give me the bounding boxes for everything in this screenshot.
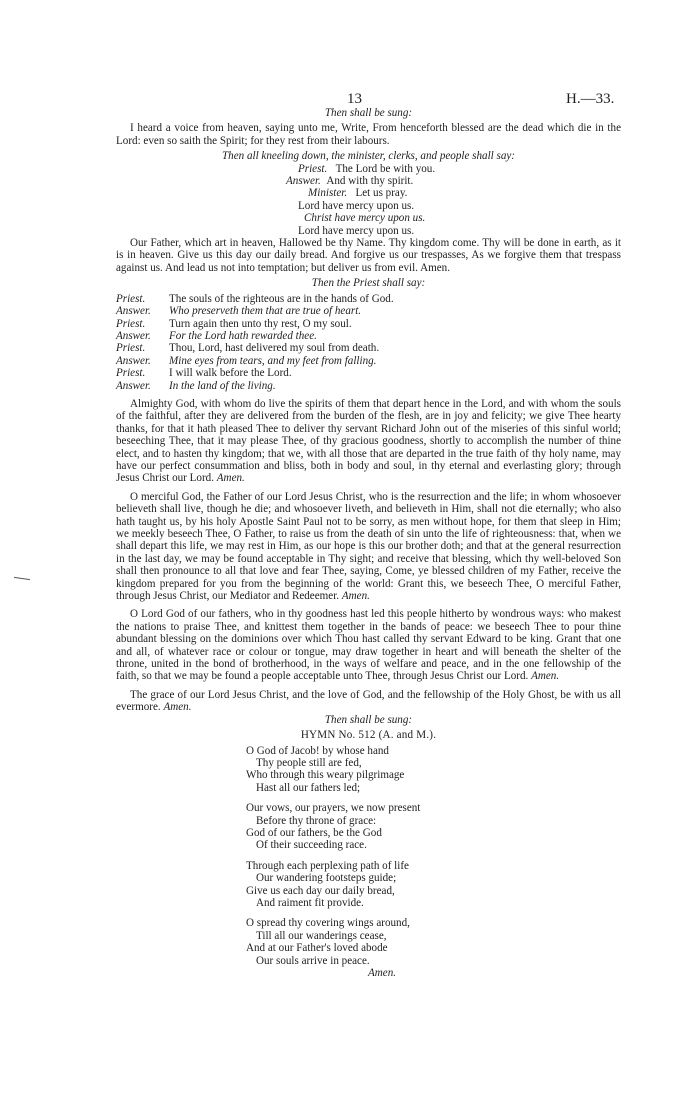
hymn-text: [246, 745, 621, 968]
page-body: [116, 107, 621, 979]
rubric-then-sung: Then shall be sung:: [324, 107, 413, 119]
the-grace: The grace of our Lord Jesus Christ, and the love of God, and the fellowship of the Holy Ghost, be with us all evermore. Amen.: [116, 688, 621, 714]
margin-mark: [14, 577, 30, 580]
amen: Amen.: [531, 670, 560, 683]
hymn-stanza: Our vows, our prayers, we now present Before thy throne of grace: God of our fathers, be the God Of their succeeding race.: [246, 802, 421, 852]
collect-almighty-god: Almighty God, with whom do live the spirits of them that depart hence in the Lord, and with whom the souls of the faithful, after they are delivered from the burden of the flesh, are in joy and felicity; we give Thee hearty thanks, for that it hath pleased Thee to deliver thy servant Richard John out of the miseries of this sinful world; beseeching Thee, that it may please Thee, of thy gracious goodness, shortly to accomplish the number of thine elect, and to hasten thy kingdom; that we, with all those that are departed in the true faith of thy holy name, may have our perfect consummation and bliss, both in body and soul, in thy eternal and everlasting glory; through Jesus Christ our Lord. Amen.: [116, 397, 621, 485]
collect-merciful-god: O merciful God, the Father of our Lord Jesus Christ, who is the resurrection and the life; in whom whosoever believeth shall live, though he die; and whosoever liveth, and believeth in Him, shall not die eternally; who also hath taught us, by his holy Apostle Saint Paul not to be sorry, as men without hope, for them that sleep in Him; we meekly beseech Thee, O Father, to raise us from the death of sin unto the life of righteousness: that, when we shall depart this life, we may rest in Him, as our hope is this our brother doth; and that at the general resurrection in the last day, we may be found acceptable in Thy sight; and receive that blessing, which thy well-beloved Son shall then pronounce to all that love and fear Thee, saying, Come, ye blessed children of my Father, receive the kingdom prepared for you from the beginning of the world: Grant this, we beseech Thee, O merciful Father, through Jesus Christ, our Mediator and Redeemer. Amen.: [116, 490, 621, 603]
hymn-amen: Amen.: [368, 967, 397, 979]
versicle-line: Priest. The Lord be with you.: [298, 162, 436, 175]
document-reference: H.—33.: [566, 91, 615, 107]
amen: Amen.: [163, 701, 192, 714]
hymn-stanza: O God of Jacob! by whose hand Thy people still are fed, Who through this weary pilgrimage Hast all our fathers led;: [246, 744, 405, 794]
opening-sentence: I heard a voice from heaven, saying unto me, Write, From henceforth blessed are the dead which die in the Lord: even so saith the Spirit; for they rest from their labours.: [116, 122, 621, 147]
hymn-stanza: O spread thy covering wings around, Till all our wanderings cease, And at our Father's loved abode Our souls arrive in peace.: [246, 917, 410, 967]
response-line: Priest. The souls of the righteous are in the hands of God.: [116, 292, 394, 305]
response-line: Answer. Who preserveth them that are true of heart.: [116, 305, 362, 318]
response-line: Answer. For the Lord hath rewarded thee.: [116, 329, 317, 342]
response-line: Priest. I will walk before the Lord.: [116, 367, 292, 380]
versicles-block: [286, 163, 621, 237]
versicle-line: Answer. And with thy spirit.: [286, 175, 414, 188]
collect-lord-god-of-fathers: O Lord God of our fathers, who in thy goodness hast led this people hitherto by wondrous ways: who makest the nations to praise Thee, and knittest them together in the bands of peace: we beseech Thee to pour thine abundant blessing on the dominions over which Thou hast called thy servant Edward to be king. Grant that one and all, of whatever race or colour or tongue, may draw together in heart and will beneath the shelter of the throne, united in the bond of brotherhood, in the ways of welfare and peace, and in the one fellowship of the faith, so that we may be found a people acceptable unto Thee, through Jesus Christ our Lord. Amen.: [116, 608, 621, 683]
rubric-then-sung-2: Then shall be sung:: [324, 713, 413, 726]
response-line: Answer. Mine eyes from tears, and my feet from falling.: [116, 354, 377, 367]
response-line: Answer. In the land of the living.: [116, 379, 276, 392]
rubric-kneeling: Then all kneeling down, the minister, clerks, and people shall say:: [221, 150, 515, 163]
amen: Amen.: [216, 472, 245, 485]
versicle-line: Christ have mercy upon us.: [304, 212, 426, 225]
hymn-title: HYMN No. 512 (A. and M.).: [300, 729, 437, 742]
response-line: Priest. Thou, Lord, hast delivered my soul from death.: [116, 342, 380, 355]
hymn-stanza: Through each perplexing path of life Our wandering footsteps guide; Give us each day our daily bread, And raiment fit provide.: [246, 859, 409, 909]
rubric-priest-say: Then the Priest shall say:: [311, 277, 426, 290]
versicle-line: Lord have mercy upon us.: [298, 224, 415, 237]
amen: Amen.: [341, 590, 370, 603]
page-number: 13: [347, 91, 362, 107]
versicle-line: Lord have mercy upon us.: [298, 199, 415, 212]
responses-block: [116, 293, 621, 392]
lords-prayer: Our Father, which art in heaven, Hallowed be thy Name. Thy kingdom come. Thy will be done in earth, as it is in heaven. Give us this day our daily bread. And forgive us our trespasses, As we forgive them that trespass against us. And lead us not into temptation; but deliver us from evil. Amen.: [116, 237, 621, 274]
response-line: Priest. Turn again then unto thy rest, O my soul.: [116, 317, 352, 330]
versicle-line: Minister. Let us pray.: [308, 187, 408, 200]
